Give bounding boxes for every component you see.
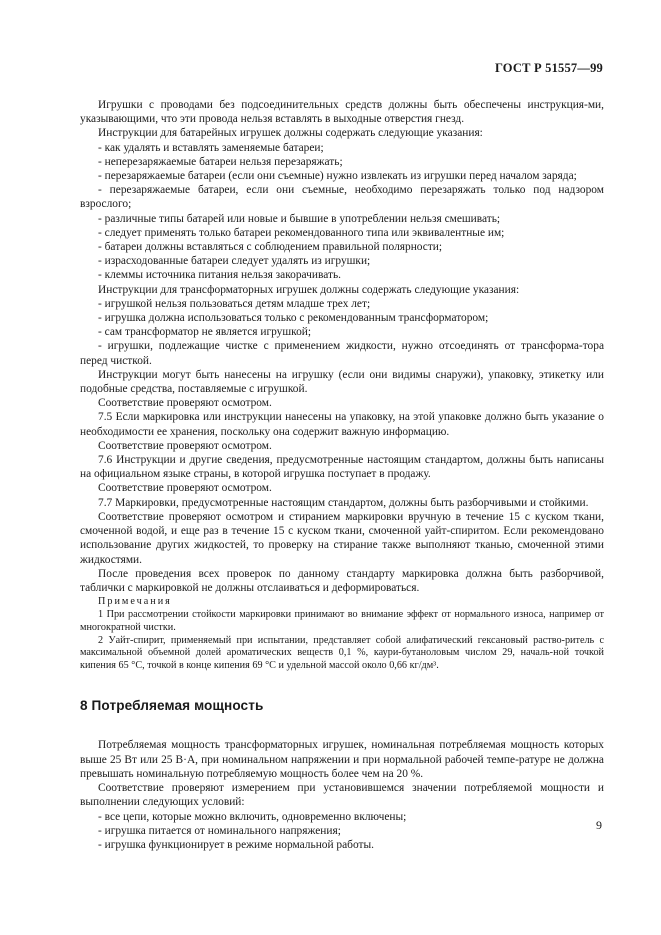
section-7-body [80,98,604,595]
note-item: 2 Уайт-спирит, применяемый при испытании, представляет собой алифатический гексановый раство-ритель с максимальной объемной долей ароматических веществ 0,1 %, каури-бутаноловым числом 29, началь-ной точкой кипения 65 °С, точкой в конце кипения 69 °С и удельной массой около 0,66 кг/дм³. [80,634,604,671]
page-number: 9 [596,818,602,832]
list-item: - игрушка питается от номинального напряжения; [98,824,341,837]
list-item: - клеммы источника питания нельзя закорачивать. [98,269,341,282]
paragraph: После проведения всех проверок по данному стандарту маркировка должна быть разборчивой, таблички с маркировкой не должны отслаиваться и деформироваться. [80,567,604,594]
paragraph: Инструкции для батарейных игрушек должны содержать следующие указания: [98,127,483,140]
list-item: - перезаряжаемые батареи, если они съемные, необходимо перезаряжать только под надзором взрослого; [80,184,604,211]
clause-7-6: 7.6 Инструкции и другие сведения, предусмотренные настоящим стандартом, должны быть написаны на официальном языке страны, в которой игрушка поступает в продажу. [80,454,604,481]
list-item: - следует применять только батареи рекомендованного типа или эквивалентные им; [98,226,505,239]
paragraph: Игрушки с проводами без подсоединительных средств должны быть обеспечены инструкция-ми, указывающими, что эти провода нельзя вставлять в выходные отверстия гнезд. [80,99,604,126]
clause-7-7: 7.7 Маркировки, предусмотренные настоящим стандартом, должны быть разборчивыми и стойкими. [98,496,589,509]
list-item: - игрушка функционирует в режиме нормальной работы. [98,838,374,851]
list-item: - все цепи, которые можно включить, одновременно включены; [98,810,407,823]
clause-7-5: 7.5 Если маркировка или инструкции нанесены на упаковку, на этой упаковке должно быть указание о необходимости ее хранения, поскольку она содержит важную информацию. [80,411,604,438]
paragraph: Соответствие проверяют осмотром и стиранием маркировки вручную в течение 15 с куском ткани, смоченной водой, и еще раз в течение 15 с куском ткани, смоченной уайт-спиритом. Если рекомендовано использование других жидкостей, то проверку на стирание также выполняют тканью, смоченной этими жидкостями. [80,510,604,566]
page-content [80,98,604,852]
list-item: - сам трансформатор не является игрушкой; [98,326,312,339]
paragraph: Соответствие проверяют измерением при установившемся значении потребляемой мощности и выполнении следующих условий: [80,782,604,809]
notes-block [80,595,604,672]
section-8-heading: 8 Потребляемая мощность [80,698,264,714]
list-item: - как удалять и вставлять заменяемые батареи; [98,141,324,154]
list-item: - батареи должны вставляться с соблюдением правильной полярности; [98,241,443,254]
notes-heading: Примечания [98,596,172,608]
paragraph: Соответствие проверяют осмотром. [98,397,272,410]
paragraph: Потребляемая мощность трансформаторных игрушек, номинальная потребляемая мощность которых выше 25 Вт или 25 В·А, при номинальном напряжении и при нормальной рабочей темпе-ратуре не должна превышать номинальную потребляемую мощность более чем на 20 %. [80,739,604,780]
list-item: - игрушкой нельзя пользоваться детям младше трех лет; [98,297,371,310]
list-item: - израсходованные батареи следует удалять из игрушки; [98,255,371,268]
paragraph: Инструкции могут быть нанесены на игрушку (если они видимы снаружи), упаковку, этикетку или подобные средства, поставляемые с игрушкой. [80,368,604,396]
document-id-header: ГОСТ Р 51557—99 [494,61,603,75]
list-item: - различные типы батарей или новые и бывшие в употреблении нельзя смешивать; [98,212,501,225]
list-item: - перезаряжаемые батареи (если они съемные) нужно извлекать из игрушки перед началом заряда; [98,170,577,183]
paragraph: Инструкции для трансформаторных игрушек должны содержать следующие указания: [98,283,520,296]
paragraph: Соответствие проверяют осмотром. [98,482,272,495]
note-item: 1 При рассмотрении стойкости маркировки принимают во внимание эффект от нормального износа, например от многократной чистки. [80,609,604,633]
paragraph: Соответствие проверяют осмотром. [98,439,272,452]
list-item: - игрушки, подлежащие чистке с применением жидкости, нужно отсоединять от трансформа-тора перед чисткой. [80,340,604,367]
list-item: - игрушка должна использоваться только с рекомендованным трансформатором; [98,312,489,325]
section-8-body [80,738,604,852]
list-item: - неперезаряжаемые батареи нельзя перезаряжать; [98,155,343,168]
